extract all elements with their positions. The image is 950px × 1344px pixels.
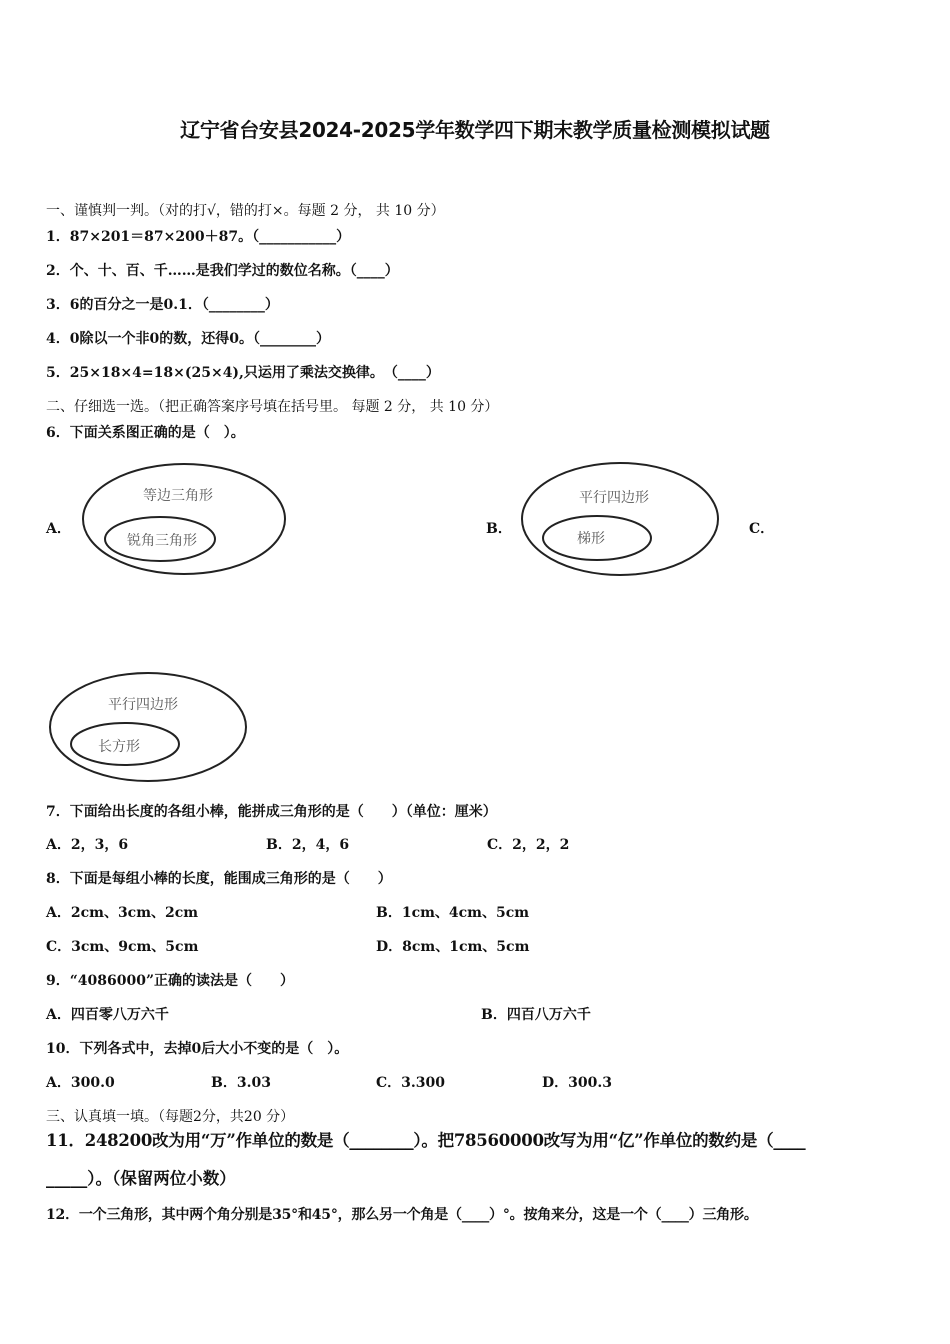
question-12: 12．一个三角形，其中两个角分别是35°和45°，那么另一个角是（____）°。按角来分，这是一个（____）三角形。: [46, 1207, 758, 1223]
q8-option-b: B．1cm、4cm、5cm: [376, 905, 530, 921]
q9-option-b: B．四百八万六千: [481, 1007, 591, 1023]
section-1-header: 一、谨慎判一判。（对的打√，错的打×。每题 2 分， 共 10 分）: [46, 203, 445, 219]
section-2-header: 二、仔细选一选。（把正确答案序号填在括号里。 每题 2 分， 共 10 分）: [46, 399, 499, 415]
option-b-label: B．: [486, 521, 512, 537]
q7-option-c: C．2，2，2: [487, 837, 570, 853]
q10-option-c: C．3.300: [376, 1075, 445, 1091]
question-10: 10．下列各式中，去掉0后大小不变的是（ ）。: [46, 1041, 349, 1057]
venn-a-outer-label: 等边三角形: [143, 488, 213, 504]
venn-diagram-c: [46, 671, 251, 790]
question-8: 8．下面是每组小棒的长度，能围成三角形的是（ ）: [46, 871, 392, 887]
q9-option-a: A．四百零八万六千: [46, 1007, 169, 1023]
option-a-label: A．: [46, 521, 71, 537]
section-3-header: 三、认真填一填。（每题2分，共20 分）: [46, 1109, 295, 1125]
option-c-label: C．: [749, 521, 775, 537]
page-title: 辽宁省台安县2024-2025学年数学四下期末教学质量检测模拟试题: [180, 118, 770, 142]
question-1: 1．87×201＝87×200＋87。（___________）: [46, 229, 351, 245]
question-3: 3．6的百分之一是0.1．（________）: [46, 297, 279, 313]
q7-option-b: B．2，4，6: [266, 837, 350, 853]
q10-option-d: D．300.3: [542, 1075, 612, 1091]
question-5: 5．25×18×4=18×(25×4),只运用了乘法交换律。 （____）: [46, 365, 440, 381]
q10-option-b: B．3.03: [211, 1075, 271, 1091]
venn-c-outer-label: 平行四边形: [108, 697, 178, 713]
question-11-line-1: 11．248200改为用“万”作单位的数是（________）。把78560000改写为用“亿”作单位的数约是（____: [46, 1131, 806, 1150]
question-6: 6．下面关系图正确的是（ ）。: [46, 425, 245, 441]
q8-option-a: A．2cm、3cm、2cm: [46, 905, 199, 921]
q8-option-c: C．3cm、9cm、5cm: [46, 939, 199, 955]
question-7: 7．下面给出长度的各组小棒，能拼成三角形的是（ ）（单位：厘米）: [46, 804, 497, 820]
venn-a-inner-label: 锐角三角形: [127, 533, 197, 549]
q8-option-d: D．8cm、1cm、5cm: [376, 939, 530, 955]
venn-b-inner-label: 梯形: [577, 531, 605, 547]
question-11-line-2: _____）。（保留两位小数）: [46, 1169, 236, 1188]
question-2: 2．个、十、百、千……是我们学过的数位名称。（____）: [46, 263, 399, 279]
venn-diagram-b: [518, 460, 723, 584]
question-4: 4．0除以一个非0的数，还得0。（________）: [46, 331, 330, 347]
question-9: 9．“4086000”正确的读法是（ ）: [46, 973, 295, 989]
q7-option-a: A．2，3，6: [46, 837, 129, 853]
venn-c-inner-label: 长方形: [98, 739, 140, 755]
venn-diagram-a: [80, 462, 290, 586]
venn-b-outer-label: 平行四边形: [579, 490, 649, 506]
q10-option-a: A．300.0: [46, 1075, 115, 1091]
